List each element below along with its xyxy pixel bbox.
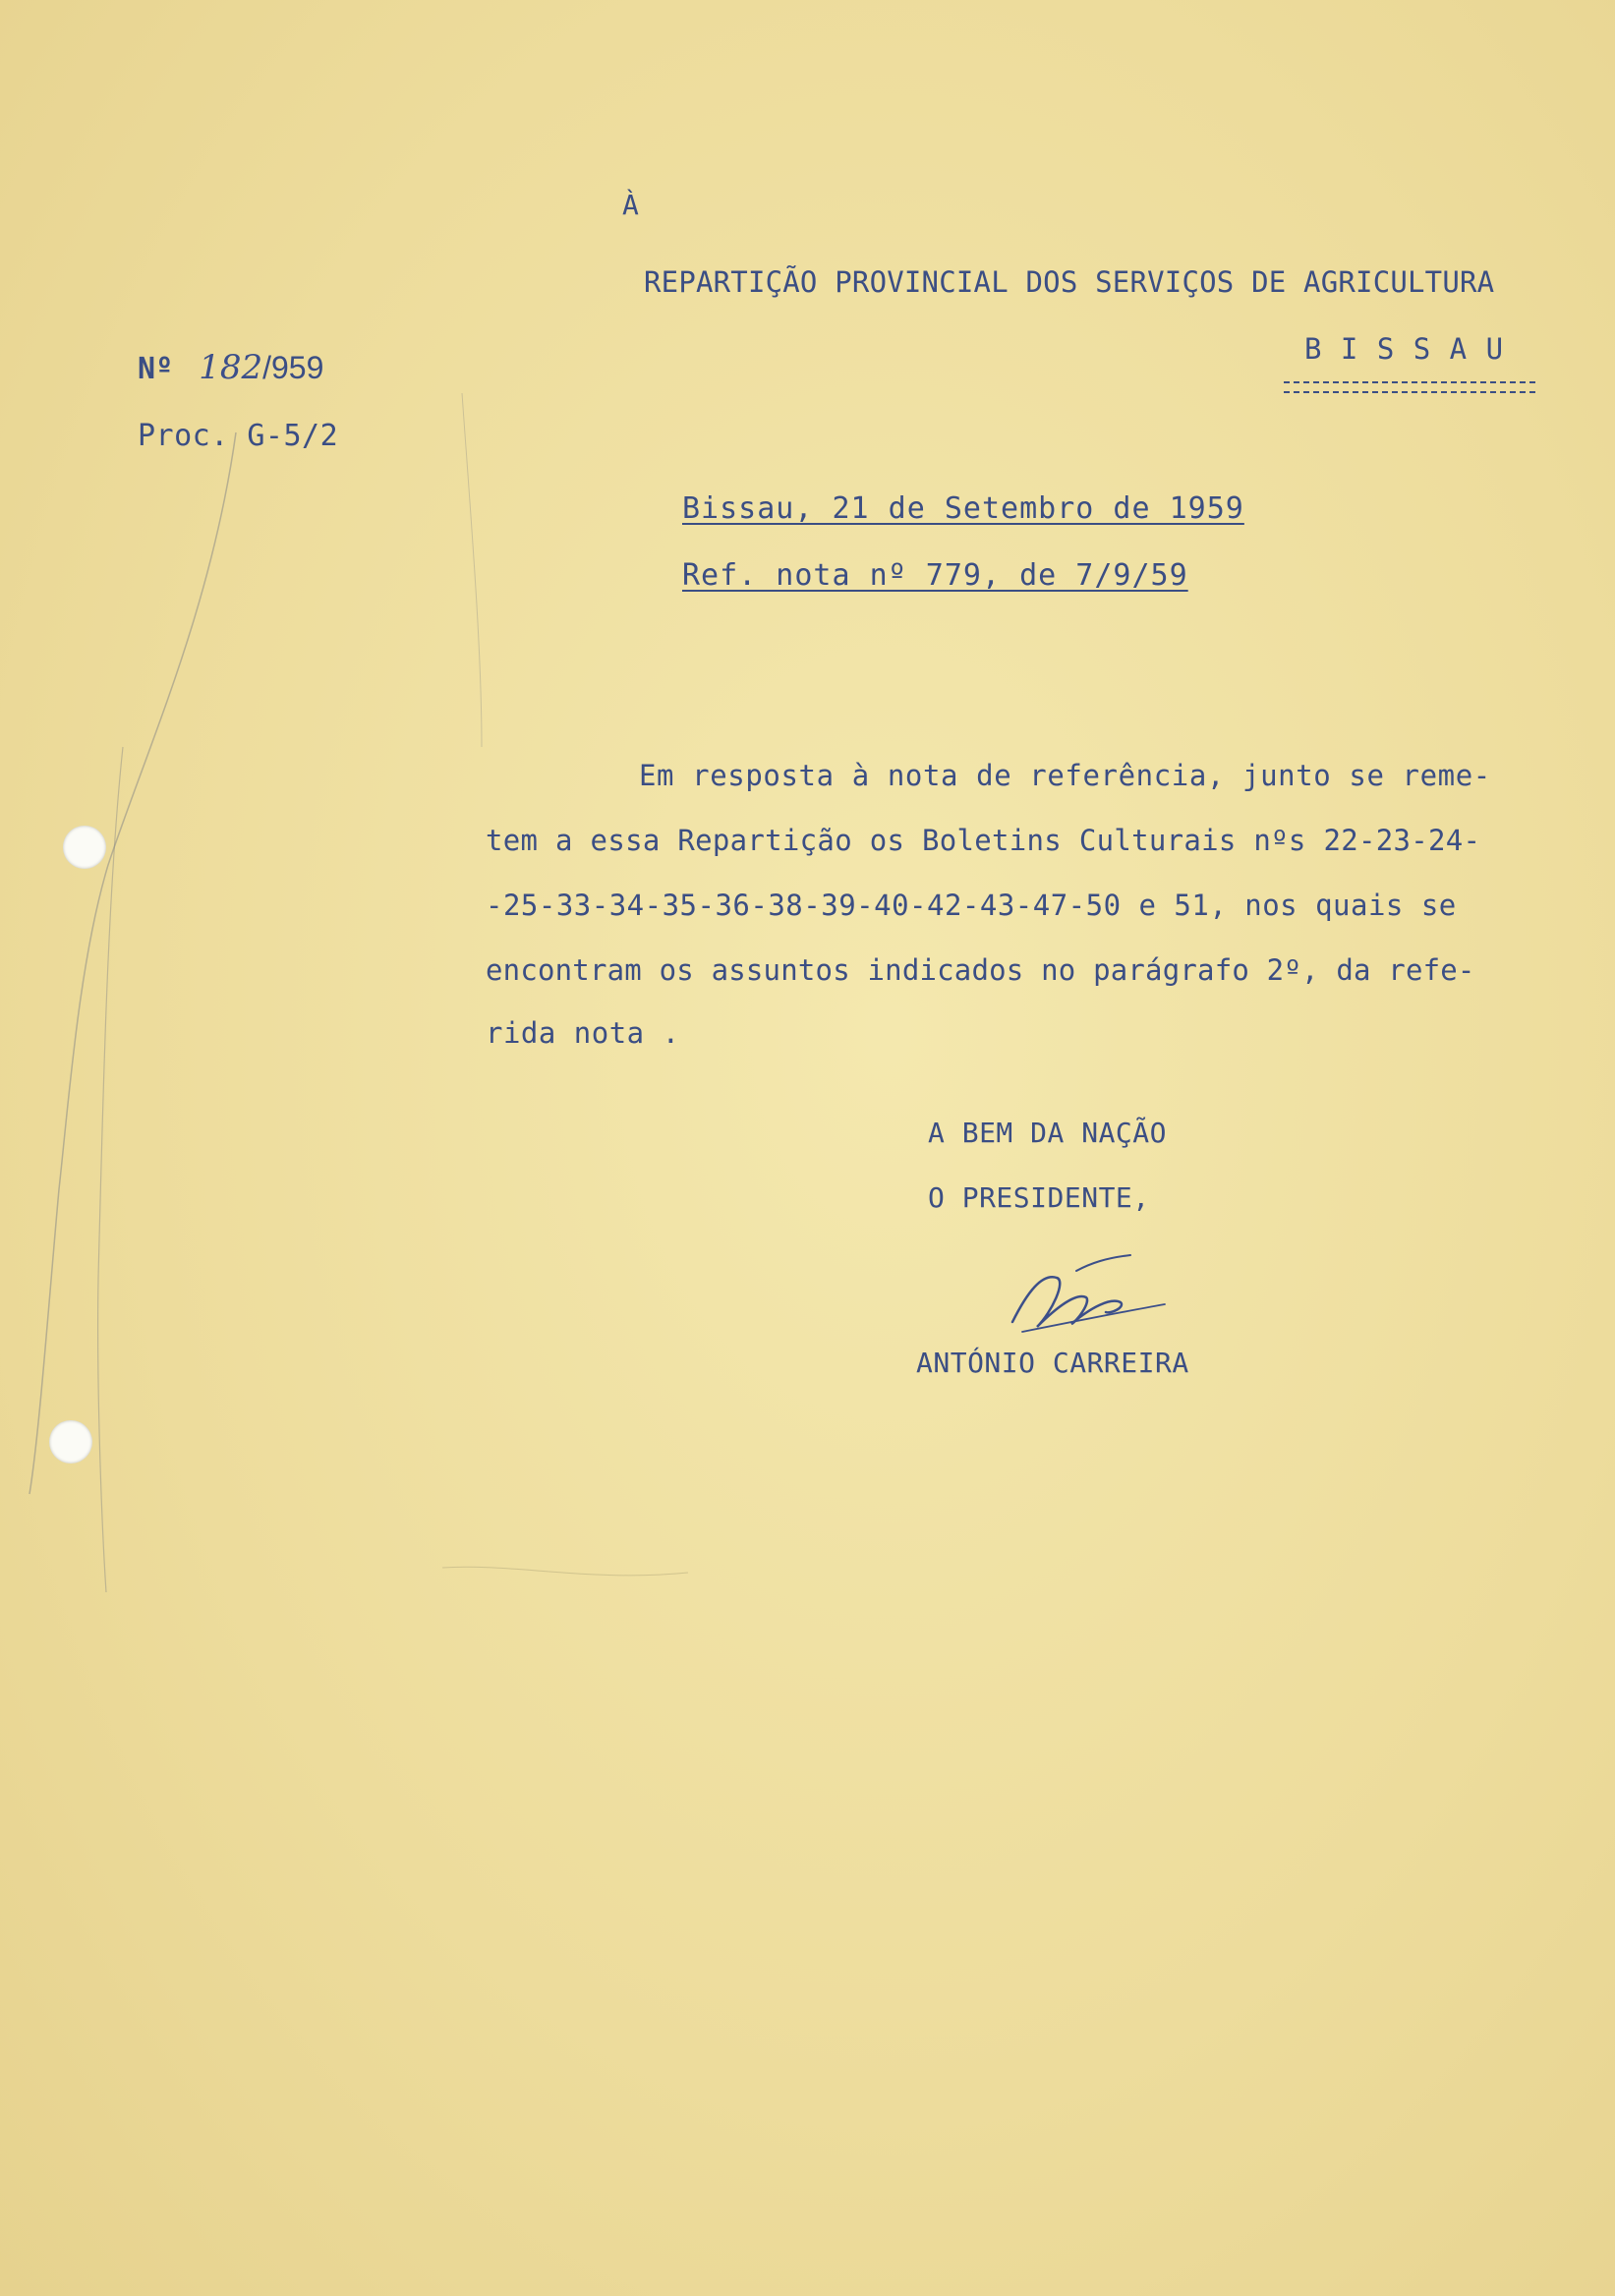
number-suffix: /959 (262, 350, 324, 385)
ref-line: Ref. nota nº 779, de 7/9/59 (682, 558, 1188, 593)
accent-mark: À (622, 189, 640, 221)
body-line-4: encontram os assuntos indicados no parágrafo 2º, da refe- (486, 953, 1475, 987)
signature-name: ANTÓNIO CARREIRA (916, 1347, 1189, 1379)
signature (983, 1253, 1180, 1351)
reference-number (138, 348, 323, 387)
date-line: Bissau, 21 de Setembro de 1959 (682, 491, 1244, 526)
punch-hole-bottom (49, 1420, 92, 1464)
number-prefix: Nº (138, 352, 174, 386)
body-line-2: tem a essa Repartição os Boletins Culturais nºs 22-23-24- (486, 824, 1481, 857)
handwritten-number: 182 (199, 348, 263, 387)
punch-hole-top (63, 826, 106, 869)
city-line: B I S S A U (1304, 332, 1505, 366)
recipient-line: REPARTIÇÃO PROVINCIAL DOS SERVIÇOS DE AGRICULTURA (644, 265, 1495, 299)
closing-motto: A BEM DA NAÇÃO (928, 1117, 1168, 1149)
body-line-5: rida nota . (486, 1016, 680, 1050)
city-double-underline (1284, 381, 1535, 393)
body-line-3: -25-33-34-35-36-38-39-40-42-43-47-50 e 51, nos quais se (486, 889, 1457, 922)
process-line: Proc. G-5/2 (138, 419, 339, 453)
closing-title: O PRESIDENTE, (928, 1181, 1150, 1214)
body-line-1: Em resposta à nota de referência, junto se reme- (639, 759, 1491, 792)
